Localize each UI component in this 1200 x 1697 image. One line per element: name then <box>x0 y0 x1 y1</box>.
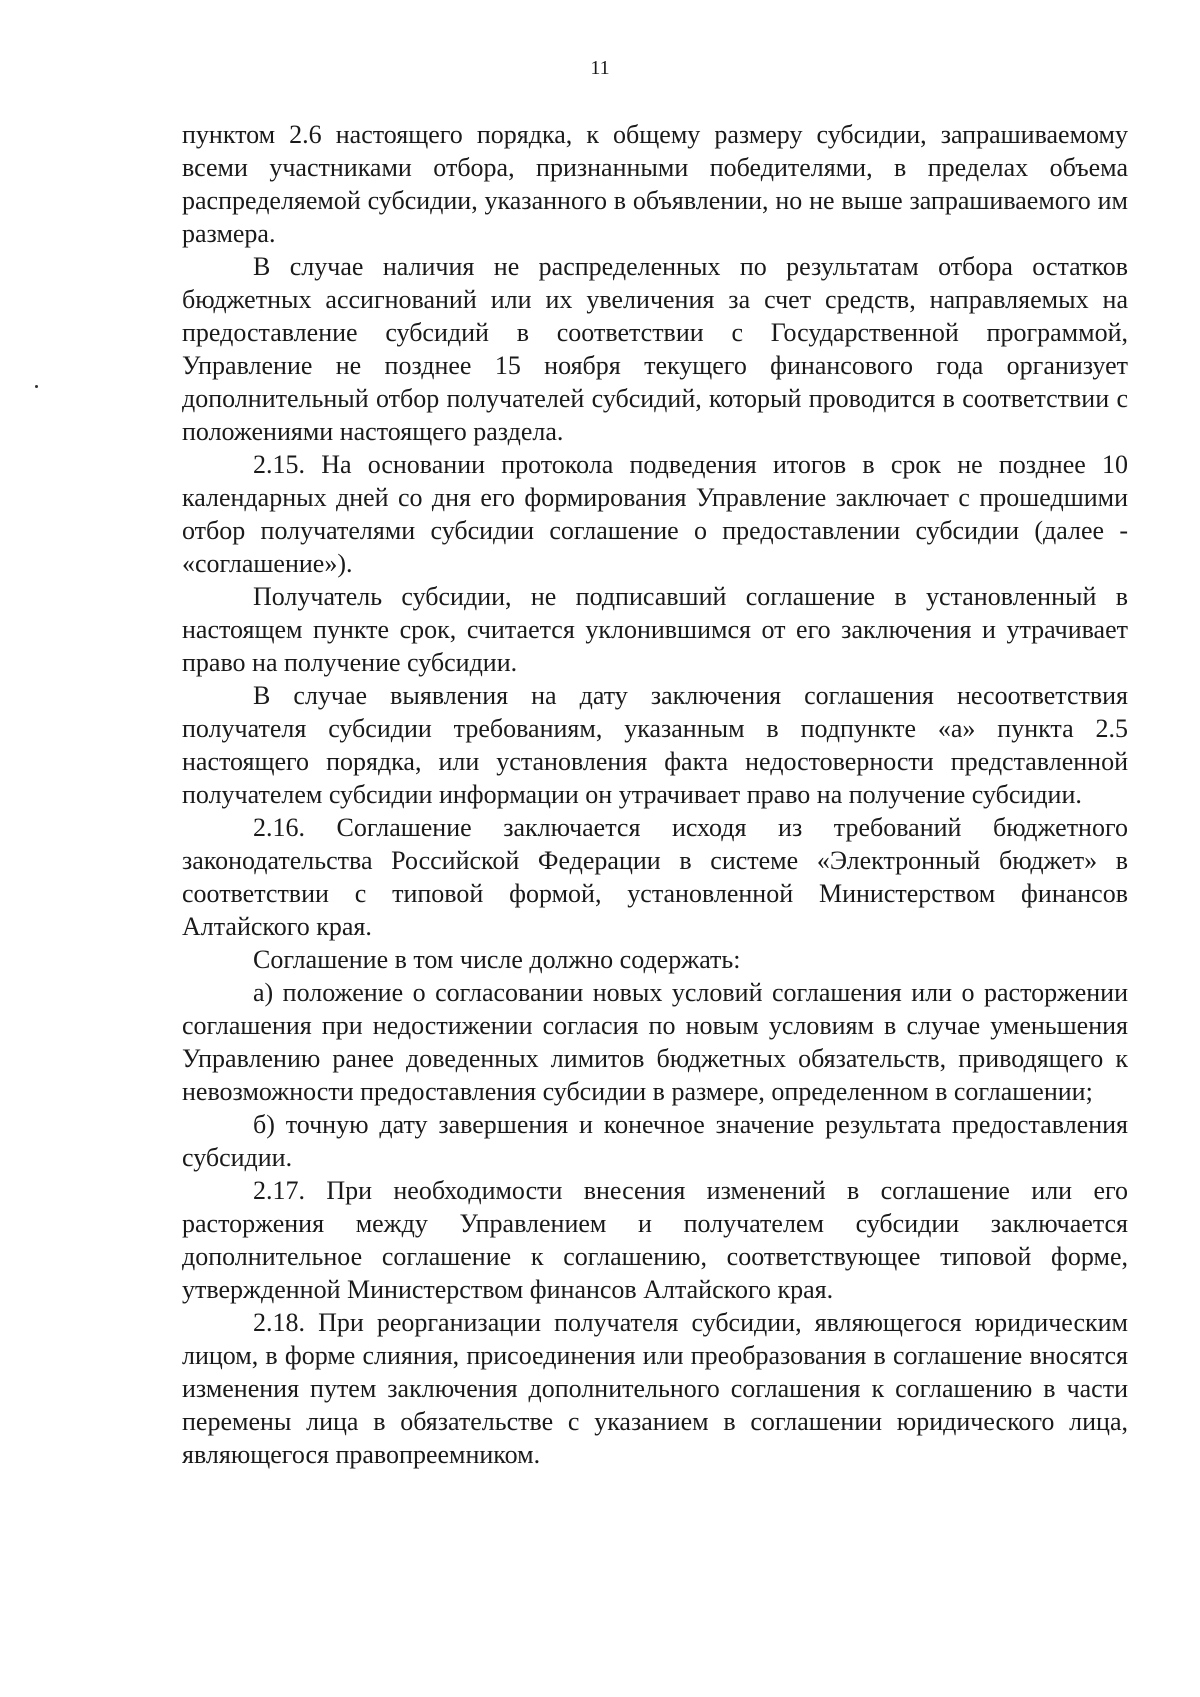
paragraph-item-b: б) точную дату завершения и конечное значение результата предоставления субсидии. <box>182 1110 1128 1172</box>
paragraph-nonconformity: В случае выявления на дату заключения соглашения несоответствия получателя субсидии требованиям, указанным в подпункте «а» пункта 2.5 настоящего порядка, или установления факта недостоверности представленной получателем субсидии информации он утрачивает право на получение субсидии. <box>182 681 1128 809</box>
document-body <box>182 118 1128 1471</box>
paragraph-2-17: 2.17. При необходимости внесения изменений в соглашение или его расторжения между Управлением и получателем субсидии заключается дополнительное соглашение к соглашению, соответствующее типовой форме, утвержденной Министерством финансов Алтайского края. <box>182 1176 1128 1304</box>
paragraph-continuation: пунктом 2.6 настоящего порядка, к общему размеру субсидии, запрашиваемому всеми участниками отбора, признанными победителями, в пределах объема распределяемой субсидии, указанного в объявлении, но не выше запрашиваемого им размера. <box>182 120 1128 248</box>
paragraph-2-16: 2.16. Соглашение заключается исходя из требований бюджетного законодательства Российской Федерации в системе «Электронный бюджет» в соответствии с типовой формой, установленной Министерством финансов Алтайского края. <box>182 813 1128 941</box>
paragraph-unsigned-agreement: Получатель субсидии, не подписавший соглашение в установленный в настоящем пункте срок, считается уклонившимся от его заключения и утрачивает право на получение субсидии. <box>182 582 1128 677</box>
paragraph-2-15: 2.15. На основании протокола подведения итогов в срок не позднее 10 календарных дней со дня его формирования Управление заключает с прошедшими отбор получателями субсидии соглашение о предоставлении субсидии (далее - «соглашение»). <box>182 450 1128 578</box>
page-number: 11 <box>590 57 610 79</box>
paragraph-agreement-contents: Соглашение в том числе должно содержать: <box>253 945 741 974</box>
paragraph-remaining-allocations: В случае наличия не распределенных по результатам отбора остатков бюджетных ассигнований или их увеличения за счет средств, направляемых на предоставление субсидий в соответствии с Государственной программой, Управление не позднее 15 ноября текущего финансового года организует дополнительный отбор получателей субсидий, который проводится в соответствии с положениями настоящего раздела. <box>182 252 1128 446</box>
paragraph-2-18: 2.18. При реорганизации получателя субсидии, являющегося юридическим лицом, в форме слияния, присоединения или преобразования в соглашение вносятся изменения путем заключения дополнительного соглашения к соглашению в части перемены лица в обязательстве с указанием в соглашении юридического лица, являющегося правопреемником. <box>182 1308 1128 1469</box>
scan-speck <box>35 385 38 388</box>
paragraph-item-a: а) положение о согласовании новых условий соглашения или о расторжении соглашения при недостижении согласия по новым условиям в случае уменьшения Управлению ранее доведенных лимитов бюджетных обязательств, приводящего к невозможности предоставления субсидии в размере, определенном в соглашении; <box>182 978 1128 1106</box>
